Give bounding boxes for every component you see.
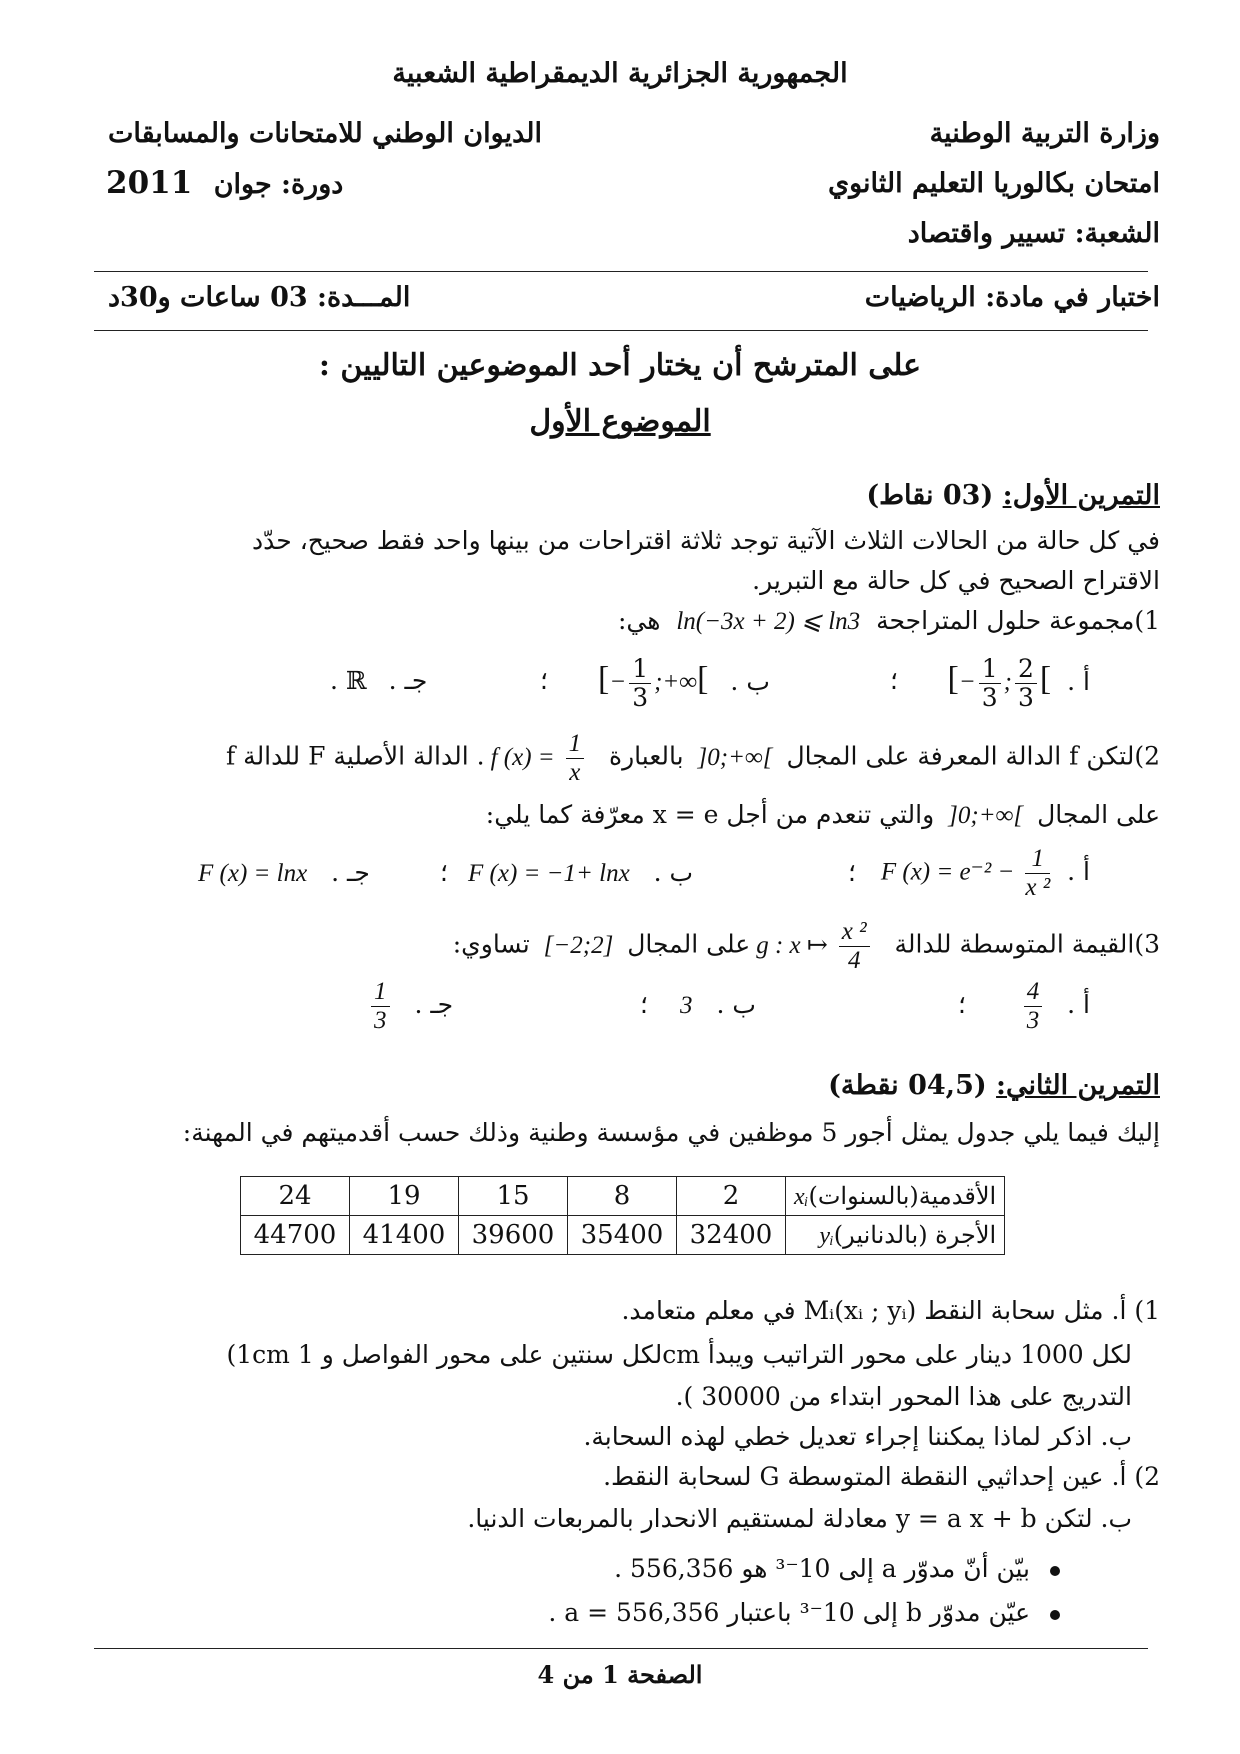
header-rule-bottom	[94, 330, 1148, 331]
table-cell: 39600	[459, 1216, 568, 1255]
q3-a-num: 4	[1024, 978, 1043, 1007]
q2-sep-2: ؛	[440, 858, 448, 887]
ex2-q2b: ب. لتكن y = a x + b معادلة لمستقيم الانحدار بالمربعات الدنيا.	[467, 1504, 1132, 1533]
ex1-intro-line1: في كل حالة من الحالات الثلاث الآتية توجد ثلاثة اقتراحات من بينها واحد فقط صحيح، حدّد	[252, 526, 1160, 555]
ex2-q1a-note1: (1cm لكل سنتين على محور الفواصل و 1cm لكل 1000 دينار على محور التراتيب ويبدأ	[226, 1340, 1132, 1369]
ex2-intro: إليك فيما يلي جدول يمثل أجور 5 موظفين في مؤسسة وطنية وذلك حسب أقدميتهم في المهنة:	[182, 1118, 1160, 1147]
q2-frac-num: 1	[566, 730, 585, 759]
footer-rule	[94, 1648, 1148, 1649]
q2-option-b	[468, 858, 693, 888]
q1-option-b: [− $\frac{1}{3}$ ;+∞[ ب .	[598, 654, 770, 712]
table-row-seniority	[241, 1177, 1005, 1216]
salary-table	[240, 1176, 1005, 1255]
q1-b-label: ب .	[730, 666, 770, 696]
q3-text-c: تساوي:	[452, 929, 530, 959]
table-cell: 24	[241, 1177, 350, 1216]
q3-interval: [−2;2]	[543, 931, 614, 959]
ex2-title: التمرين الثاني:	[996, 1070, 1160, 1101]
ministry-name: وزارة التربية الوطنية	[929, 118, 1160, 149]
q2-text-c: . الدالة الأصلية F للدالة f	[225, 741, 485, 771]
q1-c-value: ℝ	[345, 666, 367, 695]
session-year: 2011	[106, 165, 193, 201]
q3-option-a	[1021, 978, 1090, 1034]
q1-text: 1)مجموعة حلول المتراجحة	[876, 606, 1160, 635]
q3-sep-2: ؛	[640, 990, 648, 1019]
table-cell: 44700	[241, 1216, 350, 1255]
q3-text-a: 3)القيمة المتوسطة للدالة	[894, 929, 1160, 959]
ex2-q2a: 2) أ. عين إحداثيي النقطة المتوسطة G لسحابة النقط.	[603, 1462, 1160, 1491]
q2-fx: f (x) =	[490, 743, 555, 771]
ex2-q1a-note2: التدريج على هذا المحور ابتداء من 30000 ).	[675, 1382, 1132, 1411]
q1-option-a: [− $\frac{1}{3}$ ; $\frac{2}{3}$ [ أ .	[947, 654, 1090, 712]
q3-num: x ²	[839, 918, 870, 947]
q2-text-a: 2)لتكن f الدالة المعرفة على المجال	[786, 741, 1160, 771]
q1-a-label: أ .	[1067, 666, 1090, 696]
q1-c-label: جـ .	[388, 666, 428, 695]
q2-sep-1: ؛	[848, 858, 856, 887]
q2-line2-b: والتي تنعدم من أجل x = e معرّفة كما يلي:	[485, 800, 935, 829]
q1-sep-1: ؛	[890, 666, 898, 695]
ex1-intro-line2: الاقتراح الصحيح في كل حالة مع التبرير.	[752, 566, 1160, 595]
exam-name: امتحان بكالوريا التعليم الثانوي	[827, 168, 1160, 199]
q3-c-label: جـ .	[414, 989, 454, 1019]
q2-option-a: F (x) = e⁻² − $\frac{1}{\text{x ²}}$ أ .	[880, 845, 1090, 901]
q2-interval-2: ]0;+∞[	[948, 802, 1024, 829]
ex2-bullet2: عيّن مدوّر b إلى 10⁻³ باعتبار a = 556,356 .	[548, 1598, 1060, 1627]
ex2-points: (04,5 نقطة)	[828, 1070, 987, 1101]
bullet-icon	[1050, 1610, 1060, 1620]
ex2-table-wrap	[240, 1176, 1005, 1255]
republic-title: الجمهورية الجزائرية الديمقراطية الشعبية	[392, 58, 848, 89]
q3-option-b	[680, 990, 756, 1020]
q2-a-den: x ²	[1025, 873, 1051, 901]
table-row-salary	[241, 1216, 1005, 1255]
q3-a-den: 3	[1026, 1006, 1040, 1034]
q3-c-num: 1	[371, 978, 390, 1007]
ex2-q1a: 1) أ. مثل سحابة النقط Mᵢ(xᵢ ; yᵢ) في معلم متعامد.	[621, 1296, 1160, 1325]
topic-title: الموضوع الأول	[529, 404, 711, 439]
q3-option-c	[368, 978, 453, 1034]
q2-a-expr: F (x) = e⁻² −	[880, 858, 1015, 886]
q3-b-label: ب .	[716, 990, 756, 1019]
ex1-heading	[866, 480, 1160, 511]
table-cell: 32400	[677, 1216, 786, 1255]
q1-statement	[618, 606, 1160, 636]
page-number: الصفحة 1 من 4	[537, 1660, 703, 1689]
session-label: دورة: جوان	[213, 169, 344, 200]
instruction: على المترشح أن يختار أحد الموضوعين التاليين :	[318, 348, 922, 383]
table-cell: 41400	[350, 1216, 459, 1255]
q2-interval: ]0;+∞[	[697, 743, 773, 771]
q2-c-label: جـ .	[331, 858, 370, 887]
bullet-icon	[1050, 1566, 1060, 1576]
q3-b-value: 3	[680, 992, 693, 1019]
table-cell: 2	[677, 1177, 786, 1216]
ex1-title: التمرين الأول:	[1002, 480, 1160, 511]
branch-name: الشعبة: تسيير واقتصاد	[907, 218, 1160, 249]
table-cell: 8	[568, 1177, 677, 1216]
ex2-bullet1: بيّن أنّ مدوّر a إلى 10⁻³ هو 556,356 .	[614, 1554, 1060, 1583]
q2-option-c	[198, 858, 370, 888]
ex2-q1b: ب. اذكر لماذا يمكننا إجراء تعديل خطي لهذه السحابة.	[583, 1422, 1132, 1451]
ex2-heading	[828, 1070, 1160, 1101]
q3-g: g : x ↦	[756, 931, 828, 959]
q2-frac-den: x	[569, 758, 581, 786]
table-cell: 15	[459, 1177, 568, 1216]
q1-tail: هي:	[617, 606, 661, 635]
row1-header: الأقدمية(بالسنوات)xᵢ	[786, 1177, 1005, 1216]
q2-b-label: ب .	[653, 858, 694, 887]
q3-text-b: على المجال	[627, 929, 751, 959]
subject-name: اختبار في مادة: الرياضيات	[864, 282, 1160, 313]
q3-c-den: 3	[374, 1006, 387, 1034]
q3-sep-1: ؛	[958, 990, 966, 1019]
q1-option-c: . ℝ جـ .	[330, 666, 428, 695]
q2-c-expr: F (x) = lnx	[198, 860, 308, 887]
ex1-points: (03 نقاط)	[866, 480, 994, 511]
q2-b-expr: F (x) = −1+ lnx	[468, 860, 630, 887]
q3-statement	[453, 918, 1160, 974]
row2-header: الأجرة (بالدنانير)yᵢ	[786, 1216, 1005, 1255]
header-rule-top	[94, 271, 1148, 272]
q1-inequality: ln(−3x + 2) ⩽ ln3	[676, 608, 861, 635]
q3-a-label: أ .	[1067, 989, 1090, 1019]
q2-line2	[486, 800, 1160, 830]
q2-line2-a: على المجال	[1037, 800, 1160, 829]
table-cell: 19	[350, 1177, 459, 1216]
q2-line1	[226, 730, 1160, 786]
q1-sep-2: ؛	[540, 666, 548, 695]
exam-duration: المـــدة: 03 ساعات و30د	[108, 282, 411, 313]
q2-text-b: بالعبارة	[609, 741, 684, 771]
q2-a-label: أ .	[1067, 856, 1090, 886]
q3-den: 4	[847, 946, 861, 974]
session	[106, 165, 343, 201]
table-cell: 35400	[568, 1216, 677, 1255]
office-name: الديوان الوطني للامتحانات والمسابقات	[108, 118, 542, 149]
